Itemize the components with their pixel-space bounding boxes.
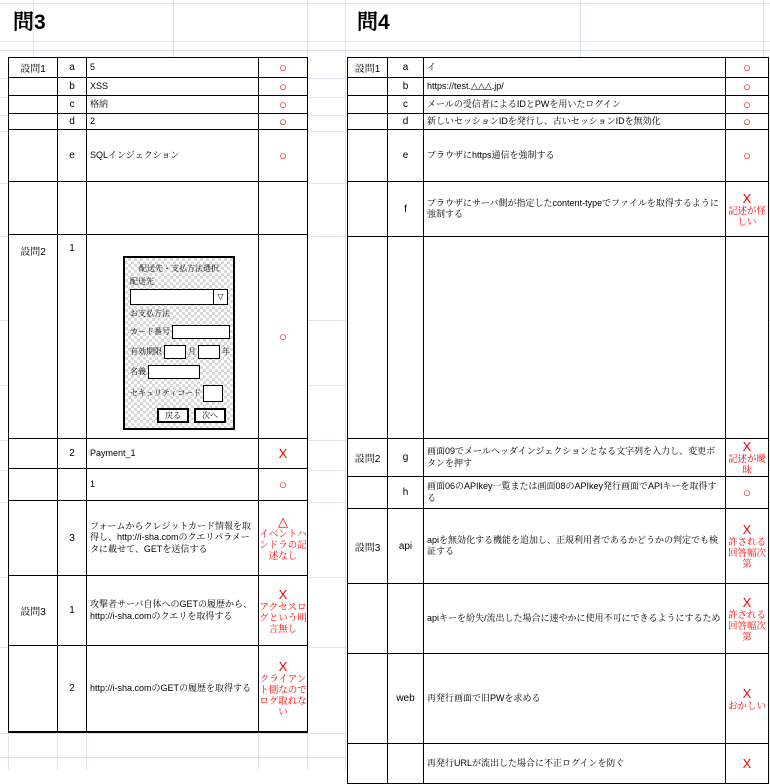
mark-comment: アクセスログという明言無し [259,601,307,635]
sub-cell[interactable]: a [58,58,87,78]
security-code-field [203,385,223,402]
answer-cell[interactable]: http://i-sha.comのGETの履歴を取得する [87,646,259,732]
group-cell[interactable] [348,744,388,784]
table-row [348,654,769,744]
mark-cell[interactable] [259,130,308,182]
answer-cell[interactable]: SQLインジェクション [87,130,259,182]
table-row [9,182,308,235]
mark-cell[interactable] [259,469,308,501]
mark-cell[interactable] [259,235,308,439]
mark-symbol: ○ [279,79,287,94]
answer-cell[interactable]: apiキーを紛失/流出した場合に速やかに使用不可にできるようにするため [424,584,726,654]
mark-symbol: ○ [743,97,751,112]
group-cell[interactable] [348,78,388,96]
mark-symbol: ○ [743,114,751,129]
mark-cell[interactable] [726,477,769,509]
mark-cell[interactable] [726,439,769,477]
name-label: 名義 [130,366,146,376]
table-row [348,509,769,584]
form-title: 配送先・支払方法選択 [139,263,219,273]
group-cell[interactable] [348,477,388,509]
group-cell[interactable] [9,96,58,114]
mark-cell[interactable] [726,744,769,784]
table-row [9,646,308,732]
next-button: 次へ [194,408,226,424]
mark-cell[interactable] [259,58,308,78]
mark-symbol: ○ [743,148,751,163]
name-field [148,365,200,379]
sub-cell[interactable] [58,182,87,235]
answer-cell[interactable]: https://test.△△△.jp/ [424,78,726,96]
checkout-form-diagram [123,256,235,430]
sub-cell[interactable] [388,744,424,784]
group-cell[interactable]: 設問1 [348,58,388,78]
sub-cell[interactable]: a [388,58,424,78]
mark-cell[interactable] [259,646,308,732]
table-row [9,439,308,469]
mark-symbol: X [742,522,752,537]
sub-cell[interactable]: b [58,78,87,96]
table-row [9,114,308,130]
mark-symbol: ○ [279,148,287,163]
group-cell[interactable]: 設問3 [348,509,388,584]
table-row [348,439,769,477]
mark-cell[interactable] [726,58,769,78]
group-cell[interactable] [348,96,388,114]
sub-cell[interactable]: d [58,114,87,130]
sub-cell[interactable]: e [58,130,87,182]
table-row [348,237,769,439]
answer-cell[interactable] [87,235,259,439]
answer-cell[interactable]: 2 [87,114,259,130]
table-row [348,182,769,237]
year-label: 年 [222,346,230,356]
expiry-month-field [164,345,186,359]
sub-cell[interactable]: f [388,182,424,237]
mark-symbol: X [278,446,288,461]
sub-cell[interactable] [58,469,87,501]
sub-cell[interactable]: web [388,654,424,744]
table-row [9,96,308,114]
expiry-year-field [198,345,220,359]
answer-cell[interactable]: イ [424,58,726,78]
shipping-label: 配送先 [130,277,154,287]
mark-cell[interactable] [726,130,769,182]
mark-symbol: X [278,658,288,674]
q4-title[interactable]: 問4 [357,11,390,34]
security-code-label: セキュリティコード [130,388,202,398]
mark-cell[interactable] [259,576,308,646]
group-cell[interactable] [9,646,58,732]
group-cell[interactable] [348,584,388,654]
q3-title[interactable]: 問3 [13,11,46,34]
mark-symbol: ○ [279,329,287,344]
group-cell[interactable]: 設問3 [9,576,58,646]
shipping-dropdown [130,289,228,305]
answer-cell[interactable]: 画面09でメールヘッダインジェクションとなる文字列を入力し、変更ボタンを押す [424,439,726,477]
group-cell[interactable]: 設問1 [9,58,58,78]
mark-cell[interactable] [259,182,308,235]
mark-cell[interactable] [726,237,769,439]
q4-answer-table [347,57,769,784]
mark-comment: クライアント側なのでログ取れない [259,673,307,718]
mark-cell[interactable] [726,584,769,654]
card-number-field [172,325,230,339]
table-row [9,576,308,646]
sub-cell[interactable]: b [388,78,424,96]
group-cell[interactable] [9,469,58,501]
group-cell[interactable] [9,439,58,469]
mark-symbol: △ [278,514,288,529]
table-row [348,78,769,96]
expiry-label: 有効期限 [130,346,162,356]
table-row [9,469,308,501]
table-row [9,130,308,182]
table-row [348,130,769,182]
sub-cell[interactable]: 1 [58,576,87,646]
answer-cell[interactable]: 新しいセッションIDを発行し、古いセッションIDを無効化 [424,114,726,130]
mark-comment: 記述が怪しい [727,205,766,228]
mark-cell[interactable] [726,654,769,744]
dropdown-arrow-icon: ▽ [213,290,227,304]
mark-symbol: ○ [279,97,287,112]
mark-symbol: X [742,756,752,771]
mark-symbol: X [278,586,288,602]
answer-cell[interactable]: Payment_1 [87,439,259,469]
table-row [348,58,769,78]
group-cell[interactable] [9,501,58,576]
month-label: 月 [188,346,196,356]
mark-comment: 記述が曖昧 [727,454,766,476]
mark-symbol: X [742,190,752,206]
table-row [348,744,769,784]
sub-cell[interactable]: h [388,477,424,509]
group-cell[interactable] [348,654,388,744]
mark-cell[interactable] [259,501,308,576]
mark-cell[interactable] [259,114,308,130]
table-row [9,78,308,96]
mark-cell[interactable] [726,114,769,130]
group-cell[interactable] [9,182,58,235]
sub-cell[interactable]: c [58,96,87,114]
mark-cell[interactable] [259,96,308,114]
sub-cell[interactable]: 2 [58,439,87,469]
answer-cell[interactable]: 攻撃者サーバ自体へのGETの履歴から、http://i-sha.comのクエリを取得する [87,576,259,646]
answer-cell[interactable]: ブラウザにhttps通信を強制する [424,130,726,182]
answer-cell[interactable]: 再発行画面で旧PWを求める [424,654,726,744]
mark-cell[interactable] [726,78,769,96]
answer-cell[interactable]: 格納 [87,96,259,114]
sub-cell[interactable]: d [388,114,424,130]
table-row [9,235,308,439]
answer-cell[interactable] [87,182,259,235]
group-cell[interactable] [348,182,388,237]
mark-cell[interactable] [726,96,769,114]
mark-comment: イベントハンドラの記述なし [259,529,307,562]
mark-comment: おかしい [727,700,766,712]
answer-cell[interactable] [424,237,726,439]
answer-cell[interactable]: フォームからクレジットカード情報を取得し、http://i-sha.comのクエリパラメータに載せて、GETを送信する [87,501,259,576]
answer-cell[interactable]: メールの受信者によるIDとPWを用いたログイン [424,96,726,114]
group-cell[interactable]: 設問2 [9,235,58,439]
group-cell[interactable] [348,130,388,182]
answer-cell[interactable]: 5 [87,58,259,78]
mark-symbol: X [742,439,752,454]
answer-cell[interactable]: apiを無効化する機能を追加し、正規利用者であるかどうかの判定でも検証する [424,509,726,584]
back-button: 戻る [157,408,189,424]
mark-symbol: ○ [743,485,751,500]
table-row [9,58,308,78]
group-cell[interactable] [348,237,388,439]
mark-cell[interactable] [259,439,308,469]
answer-cell[interactable]: 画面06のAPIkey一覧または画面08のAPIkey発行画面でAPIキーを取得する [424,477,726,509]
mark-comment: 許される回答幅次第 [727,609,766,643]
table-row [348,96,769,114]
group-cell[interactable] [9,130,58,182]
group-cell[interactable] [348,114,388,130]
sub-cell[interactable] [388,584,424,654]
table-row [348,584,769,654]
sub-cell[interactable]: 3 [58,501,87,576]
answer-cell[interactable]: ブラウザにサーバ側が指定したcontent-typeでファイルを取得するように強制する [424,182,726,237]
sub-cell[interactable]: 1 [58,235,87,439]
payment-method-label: お支払方法 [130,309,170,318]
mark-symbol: ○ [743,79,751,94]
sub-cell[interactable]: api [388,509,424,584]
answer-cell[interactable]: XSS [87,78,259,96]
sub-cell[interactable]: c [388,96,424,114]
mark-cell[interactable] [726,509,769,584]
sub-cell[interactable]: 2 [58,646,87,732]
mark-comment: 許される回答幅次第 [727,537,766,570]
group-cell[interactable] [9,114,58,130]
answer-cell[interactable]: 再発行URLが流出した場合に不正ログインを防ぐ [424,744,726,784]
mark-symbol: ○ [279,60,287,75]
table-row [348,477,769,509]
mark-symbol: ○ [279,477,287,492]
mark-symbol: X [742,594,752,610]
mark-symbol: X [742,685,752,701]
mark-cell[interactable] [259,78,308,96]
mark-cell[interactable] [726,182,769,237]
sub-cell[interactable] [388,237,424,439]
table-row [9,501,308,576]
answer-cell[interactable]: 1 [87,469,259,501]
card-number-label: カード番号 [130,326,170,336]
mark-symbol: ○ [743,60,751,75]
sub-cell[interactable]: e [388,130,424,182]
sub-cell[interactable]: g [388,439,424,477]
table-row [348,114,769,130]
mark-symbol: ○ [279,114,287,129]
group-cell[interactable]: 設問2 [348,439,388,477]
q3-answer-table [8,57,308,733]
group-cell[interactable] [9,78,58,96]
